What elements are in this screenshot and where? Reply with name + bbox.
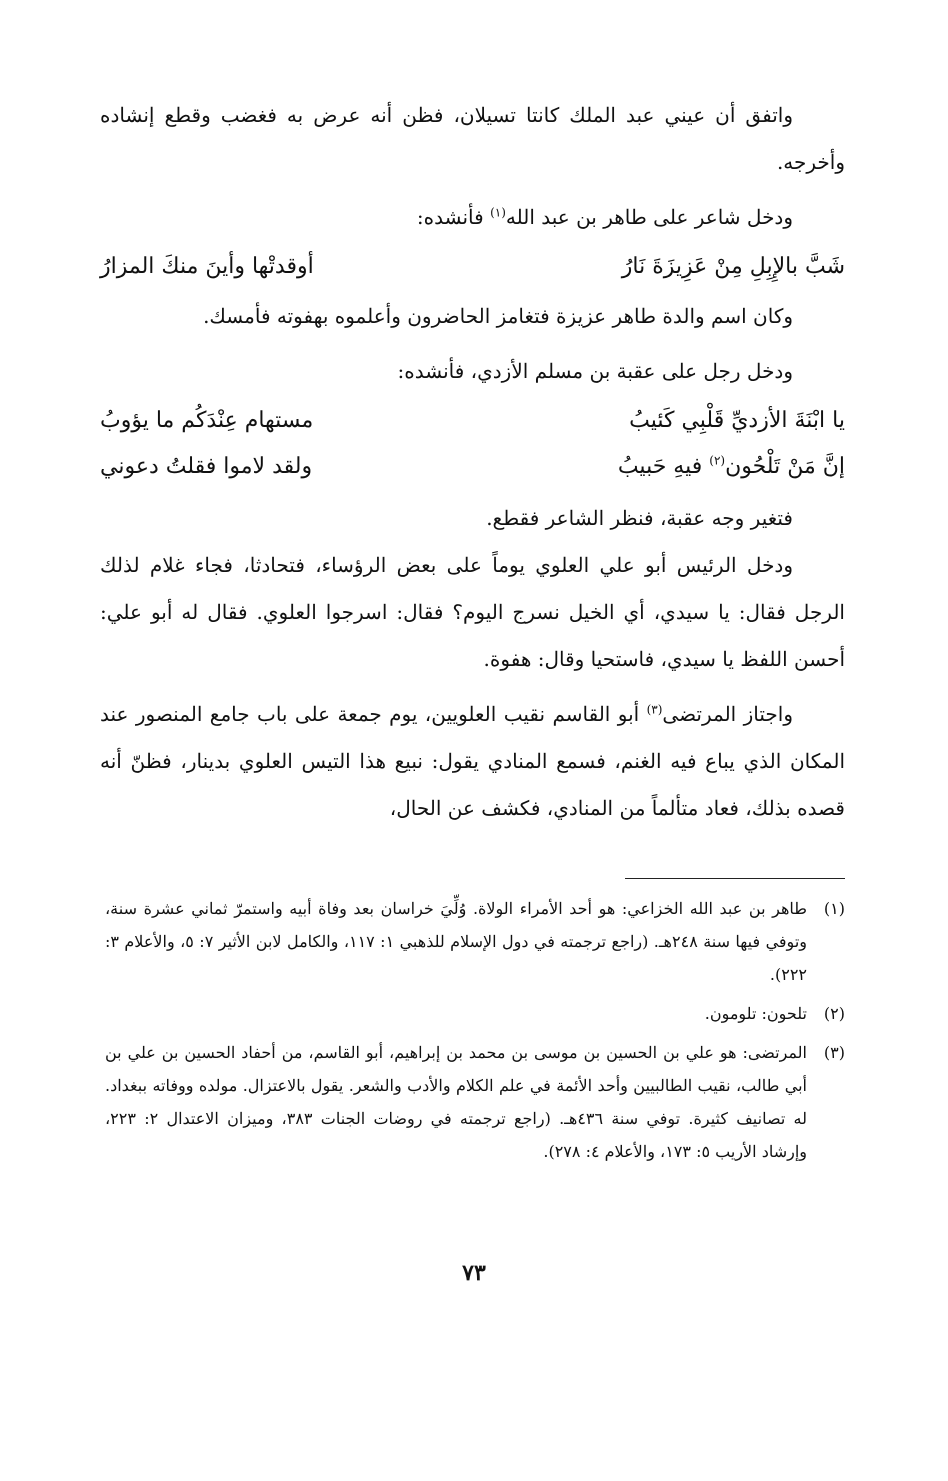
paragraph-2 xyxy=(100,194,845,241)
paragraph-1: واتفق أن عيني عبد الملك كانتا تسيلان، فظن أنه عرض به فغضب وقطع إنشاده وأخرجه. xyxy=(100,103,845,174)
footnote-2-text: تلحون: تلومون. xyxy=(704,1004,807,1023)
verse-1-hemistich-1: شَبَّ بالإِبِلِ مِنْ عَزِيزَةَ نَارُ xyxy=(621,254,845,279)
footnote-ref-1[interactable]: (١) xyxy=(490,205,506,220)
footnotes xyxy=(105,892,845,1174)
verse-2-hemistich-1: يا ابْنَةَ الأزديِّ قَلْبِي كَئيبُ xyxy=(629,408,845,433)
verse-3-hemistich-1-text: إنَّ مَنْ تَلْحُون xyxy=(725,454,845,479)
footnote-divider xyxy=(625,878,845,879)
page-body xyxy=(100,92,845,832)
paragraph-2-end: فأنشده: xyxy=(416,205,491,229)
paragraph-3: وكان اسم والدة طاهر عزيزة فتغامز الحاضرون وأعلموه بهفوته فأمسك. xyxy=(203,304,793,328)
verse-2-hemistich-2: مستهام عِنْدَكُم ما يؤوبُ xyxy=(100,408,314,433)
page-number: ٧٣ xyxy=(462,1260,486,1286)
footnote-3-text: المرتضى: هو علي بن الحسين بن موسى بن محمد بن إبراهيم، أبو القاسم، من أحفاد الحسين بن علي بن أبي طالب، نقيب الطالبيين وأحد الأئمة في علم الكلام والأدب والشعر. يقول بالاعتزال. مولده ووفاته ببغداد. له تصانيف كثيرة. توفي سنة ٤٣٦هـ. (راجع ترجمته في روضات الجنات ٣٨٣، وميزان الاعتدال ٢: ٢٢٣، وإرشاد الأريب ٥: ١٧٣، والأعلام ٤: ٢٧٨). xyxy=(105,1043,807,1161)
footnote-2 xyxy=(105,997,845,1030)
footnote-1-text: طاهر بن عبد الله الخزاعي: هو أحد الأمراء الولاة. وُلِّيَ خراسان بعد وفاة أبيه واستمرّ ثماني عشرة سنة، وتوفي فيها سنة ٢٤٨هـ. (راجع ترجمته في دول الإسلام للذهبي ١: ١١٧، والكامل لابن الأثير ٧: ٥، والأعلام ٣: ٢٢٢). xyxy=(105,899,807,984)
paragraph-6: ودخل الرئيس أبو علي العلوي يوماً على بعض الرؤساء، فتحادثا، فجاء غلام لذلك الرجل فقال: يا سيدي، أي الخيل نسرج اليوم؟ فقال: اسرجوا العلوي. فقال له أبو علي: أحسن اللفظ يا سيدي، فاستحيا وقال: هفوة. xyxy=(100,553,845,671)
verse-3-hemistich-1 xyxy=(618,447,845,487)
paragraph-7 xyxy=(100,691,845,832)
verse-3 xyxy=(100,447,845,487)
verse-3-hemistich-1-end: فيهِ حَبيبُ xyxy=(617,454,710,479)
footnote-ref-3[interactable]: (٣) xyxy=(646,702,663,717)
paragraph-7-end: أبو القاسم نقيب العلويين، يوم جمعة على باب جامع المنصور عند المكان الذي يباع فيه الغنم، فسمع المنادي يقول: نبيع هذا التيس العلوي بدينار، فظنّ أنه قصده بذلك، فعاد متألماً من المنادي، فكشف عن الحال، xyxy=(100,702,845,820)
footnote-ref-2[interactable]: (٢) xyxy=(709,453,726,468)
verse-2 xyxy=(100,401,845,441)
paragraph-5: فتغير وجه عقبة، فنظر الشاعر فقطع. xyxy=(486,506,793,530)
footnote-3 xyxy=(105,1036,845,1168)
verse-1-hemistich-2: أوقدتْها وأينَ منكَ المزارُ xyxy=(100,254,314,279)
paragraph-4: ودخل رجل على عقبة بن مسلم الأزدي، فأنشده: xyxy=(397,359,793,383)
verse-1 xyxy=(100,247,845,287)
footnote-2-number: (٢) xyxy=(823,1004,845,1023)
footnote-1 xyxy=(105,892,845,991)
paragraph-7-text: واجتاز المرتضى xyxy=(662,702,793,726)
verse-3-hemistich-2: ولقد لاموا فقلتُ دعوني xyxy=(100,454,313,479)
footnote-3-number: (٣) xyxy=(823,1043,845,1062)
paragraph-2-text: ودخل شاعر على طاهر بن عبد الله xyxy=(505,205,793,229)
footnote-1-number: (١) xyxy=(823,899,845,918)
